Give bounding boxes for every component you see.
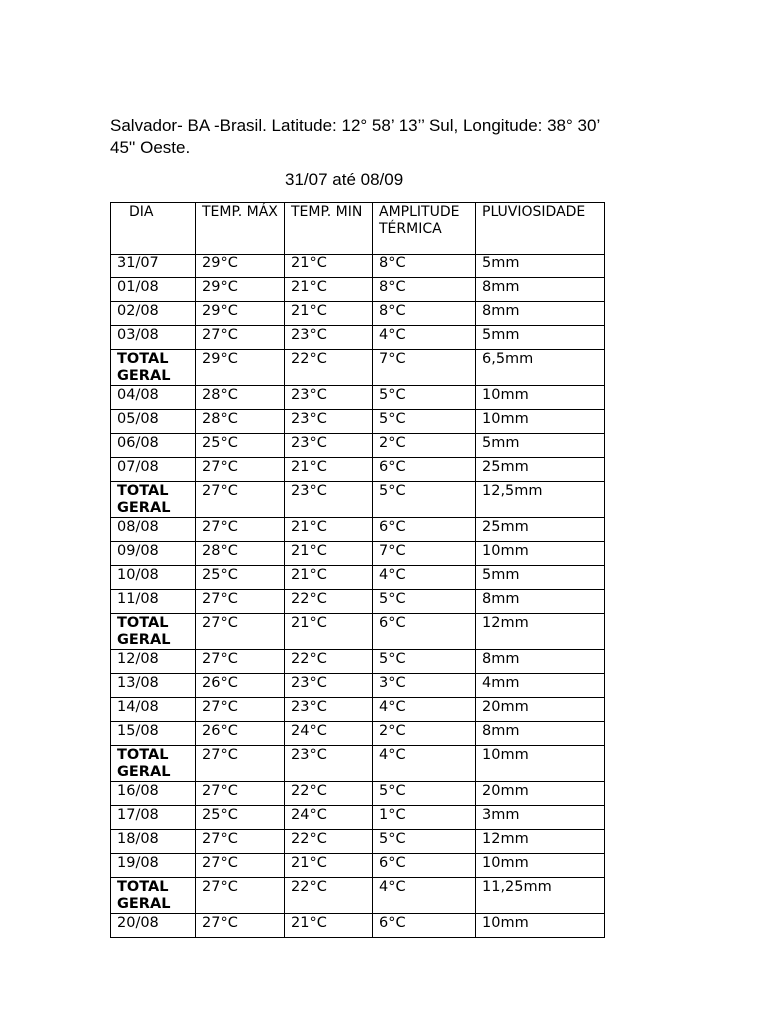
table-row	[111, 518, 605, 542]
cell-day: 07/08	[111, 458, 196, 482]
cell-temp-max: 27°C	[196, 518, 285, 542]
cell-day: 14/08	[111, 698, 196, 722]
table-row	[111, 674, 605, 698]
cell-day: 19/08	[111, 854, 196, 878]
table-row	[111, 650, 605, 674]
cell-day: 13/08	[111, 674, 196, 698]
table-row	[111, 806, 605, 830]
table-row	[111, 854, 605, 878]
cell-amplitude: 4°C	[373, 746, 476, 782]
cell-temp-min: 23°C	[285, 434, 373, 458]
cell-day: 16/08	[111, 782, 196, 806]
cell-amplitude: 5°C	[373, 590, 476, 614]
cell-day: 10/08	[111, 566, 196, 590]
cell-day: 17/08	[111, 806, 196, 830]
cell-pluviosidade: 12mm	[476, 830, 605, 854]
cell-temp-min: 22°C	[285, 782, 373, 806]
cell-day: 06/08	[111, 434, 196, 458]
cell-amplitude: 4°C	[373, 566, 476, 590]
cell-amplitude: 2°C	[373, 434, 476, 458]
table-row	[111, 434, 605, 458]
cell-amplitude: 7°C	[373, 350, 476, 386]
cell-temp-max: 27°C	[196, 830, 285, 854]
cell-day: 04/08	[111, 386, 196, 410]
cell-day: 20/08	[111, 914, 196, 938]
cell-day: 11/08	[111, 590, 196, 614]
cell-temp-max: 29°C	[196, 278, 285, 302]
cell-temp-min: 22°C	[285, 590, 373, 614]
cell-pluviosidade: 10mm	[476, 410, 605, 434]
cell-pluviosidade: 20mm	[476, 698, 605, 722]
cell-temp-max: 27°C	[196, 698, 285, 722]
cell-temp-max: 28°C	[196, 542, 285, 566]
cell-amplitude: 5°C	[373, 830, 476, 854]
table-row	[111, 782, 605, 806]
cell-temp-max: 29°C	[196, 302, 285, 326]
cell-temp-min: 21°C	[285, 255, 373, 278]
cell-temp-min: 23°C	[285, 674, 373, 698]
cell-amplitude: 5°C	[373, 650, 476, 674]
cell-pluviosidade: 11,25mm	[476, 878, 605, 914]
cell-amplitude: 5°C	[373, 482, 476, 518]
table-row	[111, 722, 605, 746]
cell-amplitude: 1°C	[373, 806, 476, 830]
cell-temp-max: 26°C	[196, 722, 285, 746]
cell-pluviosidade: 6,5mm	[476, 350, 605, 386]
cell-amplitude: 6°C	[373, 518, 476, 542]
cell-pluviosidade: 5mm	[476, 255, 605, 278]
cell-temp-min: 21°C	[285, 458, 373, 482]
column-header-temp-min: TEMP. MIN	[285, 203, 373, 255]
column-header-temp-max: TEMP. MÁX	[196, 203, 285, 255]
cell-pluviosidade: 10mm	[476, 386, 605, 410]
cell-pluviosidade: 8mm	[476, 278, 605, 302]
cell-temp-min: 21°C	[285, 518, 373, 542]
cell-temp-min: 21°C	[285, 614, 373, 650]
cell-temp-min: 23°C	[285, 698, 373, 722]
cell-pluviosidade: 3mm	[476, 806, 605, 830]
cell-temp-max: 29°C	[196, 255, 285, 278]
cell-temp-max: 27°C	[196, 614, 285, 650]
cell-temp-min: 21°C	[285, 278, 373, 302]
cell-temp-min: 23°C	[285, 326, 373, 350]
table-row	[111, 458, 605, 482]
cell-amplitude: 6°C	[373, 914, 476, 938]
cell-temp-min: 23°C	[285, 386, 373, 410]
table-row	[111, 542, 605, 566]
table-row	[111, 278, 605, 302]
cell-amplitude: 8°C	[373, 255, 476, 278]
cell-amplitude: 6°C	[373, 614, 476, 650]
cell-pluviosidade: 20mm	[476, 782, 605, 806]
cell-temp-max: 28°C	[196, 410, 285, 434]
cell-amplitude: 5°C	[373, 410, 476, 434]
cell-temp-min: 21°C	[285, 914, 373, 938]
total-row	[111, 482, 605, 518]
location-line-2: 45'' Oeste.	[110, 138, 191, 157]
cell-pluviosidade: 10mm	[476, 914, 605, 938]
cell-temp-min: 22°C	[285, 350, 373, 386]
table-row	[111, 830, 605, 854]
cell-temp-min: 21°C	[285, 302, 373, 326]
cell-temp-max: 27°C	[196, 326, 285, 350]
cell-amplitude: 8°C	[373, 302, 476, 326]
cell-pluviosidade: 5mm	[476, 326, 605, 350]
table-header	[111, 203, 605, 255]
cell-pluviosidade: 5mm	[476, 566, 605, 590]
cell-pluviosidade: 5mm	[476, 434, 605, 458]
cell-day: TOTAL GERAL	[111, 878, 196, 914]
cell-day: 12/08	[111, 650, 196, 674]
table-row	[111, 914, 605, 938]
cell-pluviosidade: 25mm	[476, 518, 605, 542]
cell-pluviosidade: 10mm	[476, 854, 605, 878]
cell-temp-min: 23°C	[285, 482, 373, 518]
cell-day: 05/08	[111, 410, 196, 434]
cell-temp-max: 27°C	[196, 782, 285, 806]
column-header-dia: DIA	[111, 203, 196, 255]
table-row	[111, 590, 605, 614]
cell-temp-max: 27°C	[196, 650, 285, 674]
cell-amplitude: 6°C	[373, 458, 476, 482]
cell-day: 01/08	[111, 278, 196, 302]
cell-day: 03/08	[111, 326, 196, 350]
cell-day: 31/07	[111, 255, 196, 278]
header-row	[111, 203, 605, 255]
cell-temp-min: 22°C	[285, 650, 373, 674]
cell-amplitude: 5°C	[373, 782, 476, 806]
cell-day: TOTAL GERAL	[111, 350, 196, 386]
cell-temp-max: 26°C	[196, 674, 285, 698]
table-row	[111, 386, 605, 410]
cell-pluviosidade: 12,5mm	[476, 482, 605, 518]
cell-temp-min: 24°C	[285, 722, 373, 746]
cell-temp-max: 27°C	[196, 914, 285, 938]
total-row	[111, 614, 605, 650]
cell-temp-max: 25°C	[196, 434, 285, 458]
cell-pluviosidade: 10mm	[476, 746, 605, 782]
cell-pluviosidade: 8mm	[476, 302, 605, 326]
cell-pluviosidade: 12mm	[476, 614, 605, 650]
cell-day: 15/08	[111, 722, 196, 746]
cell-amplitude: 6°C	[373, 854, 476, 878]
column-header-pluviosidade: PLUVIOSIDADE	[476, 203, 605, 255]
cell-temp-min: 23°C	[285, 410, 373, 434]
column-header-amplitude: AMPLITUDE TÉRMICA	[373, 203, 476, 255]
cell-temp-min: 22°C	[285, 830, 373, 854]
cell-temp-min: 22°C	[285, 878, 373, 914]
cell-temp-max: 27°C	[196, 878, 285, 914]
total-row	[111, 746, 605, 782]
cell-pluviosidade: 4mm	[476, 674, 605, 698]
cell-day: 02/08	[111, 302, 196, 326]
cell-amplitude: 4°C	[373, 878, 476, 914]
cell-temp-max: 27°C	[196, 590, 285, 614]
cell-pluviosidade: 8mm	[476, 722, 605, 746]
cell-day: TOTAL GERAL	[111, 482, 196, 518]
table-body	[111, 255, 605, 938]
cell-day: 08/08	[111, 518, 196, 542]
cell-temp-max: 27°C	[196, 458, 285, 482]
cell-temp-max: 27°C	[196, 746, 285, 782]
cell-day: 09/08	[111, 542, 196, 566]
cell-amplitude: 7°C	[373, 542, 476, 566]
cell-day: TOTAL GERAL	[111, 746, 196, 782]
cell-temp-max: 27°C	[196, 482, 285, 518]
cell-amplitude: 5°C	[373, 386, 476, 410]
cell-temp-min: 21°C	[285, 854, 373, 878]
cell-day: 18/08	[111, 830, 196, 854]
cell-temp-min: 21°C	[285, 566, 373, 590]
cell-day: TOTAL GERAL	[111, 614, 196, 650]
cell-temp-max: 29°C	[196, 350, 285, 386]
period-title: 31/07 até 08/09	[285, 170, 404, 189]
cell-pluviosidade: 8mm	[476, 650, 605, 674]
cell-amplitude: 8°C	[373, 278, 476, 302]
cell-temp-max: 25°C	[196, 566, 285, 590]
total-row	[111, 350, 605, 386]
cell-pluviosidade: 10mm	[476, 542, 605, 566]
cell-temp-min: 21°C	[285, 542, 373, 566]
cell-amplitude: 4°C	[373, 326, 476, 350]
table-row	[111, 326, 605, 350]
table-row	[111, 255, 605, 278]
cell-pluviosidade: 8mm	[476, 590, 605, 614]
cell-temp-min: 23°C	[285, 746, 373, 782]
cell-amplitude: 4°C	[373, 698, 476, 722]
cell-pluviosidade: 25mm	[476, 458, 605, 482]
cell-amplitude: 3°C	[373, 674, 476, 698]
cell-temp-min: 24°C	[285, 806, 373, 830]
weather-table	[110, 202, 605, 938]
table-row	[111, 566, 605, 590]
table-row	[111, 698, 605, 722]
total-row	[111, 878, 605, 914]
table-row	[111, 410, 605, 434]
table-row	[111, 302, 605, 326]
location-line-1: Salvador- BA -Brasil. Latitude: 12° 58’ 13’’ Sul, Longitude: 38° 30’	[110, 116, 601, 135]
cell-temp-max: 27°C	[196, 854, 285, 878]
cell-temp-max: 28°C	[196, 386, 285, 410]
cell-amplitude: 2°C	[373, 722, 476, 746]
cell-temp-max: 25°C	[196, 806, 285, 830]
